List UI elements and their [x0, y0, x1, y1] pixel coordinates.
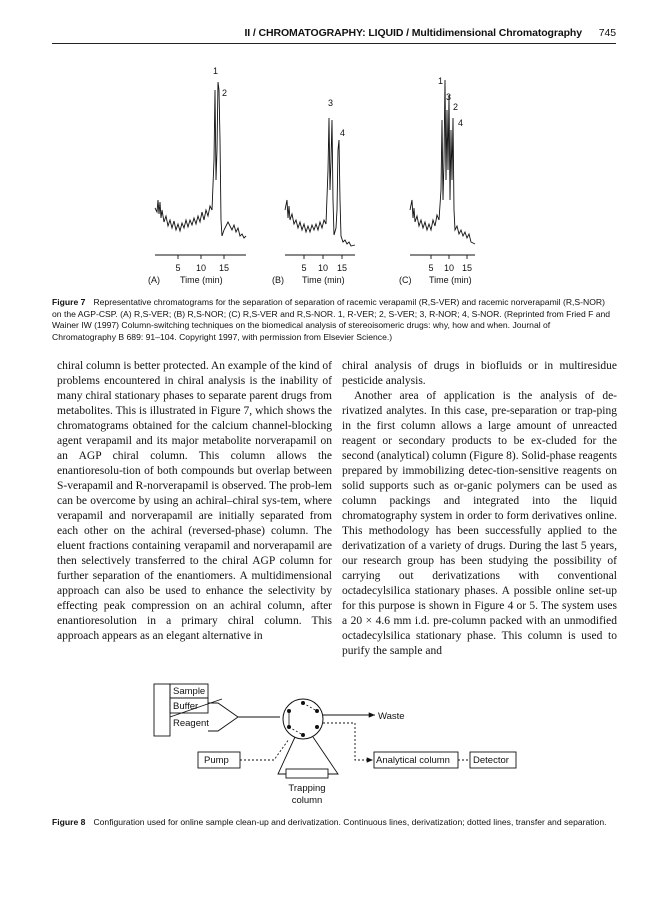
peak-label-c-1: 1	[438, 76, 444, 86]
tick-label-a-10: 10	[195, 263, 207, 273]
figure-8-caption	[52, 817, 614, 829]
trap-outlet-line	[313, 737, 338, 774]
right-column-paragraph-2: Another area of application is the analysis of de-rivatized analytes. In this case, pre-separation or trap-ping in the first column allows a large amount of unreacted reagent or secondary products to be ex-cluded for the second (analytical) column (Figure 8). Solid-phase reagents prepared by immobilizing detec-tion-sensitive reagents on solid supports such as or-ganic polymers can be used as column packings and integrated into the liquid chromatography system in order to form derivatives online. This methodology has been successfully applied to the derivatization of a variety of drugs. During the last 5 years, our research group has been studying the possibility of carrying out derivatizations with conventional octadecylsilica stationary phases. A possible online set-up for this purpose is shown in Figure 4 or 5. The system uses a 20 × 4.6 mm i.d. pre-column packed with an unmodified octadecylsilica stationary phase. This column is used to purify the sample and	[342, 390, 617, 657]
reagent-line	[208, 703, 238, 731]
tick-label-b-15: 15	[336, 263, 348, 273]
figure-7-caption-text: Representative chromatograms for the separation of separation of racemic verapamil (R,S-VER) and racemic norverapamil (R,S-NOR) on the AGP-CSP. (A) R,S-VER; (B) R,S-NOR; (C) R,S-VER and R,S-NOR. 1, R-VER; 2, S-VER; 3, R-NOR; 4, S-NOR. (Reprinted from Fried F and Wainer IW (1997) Column-switching techniques on the biomedical analysis of stereoisomeric drugs: why, how and when. Journal of Chromatography B 689: 91–104. Copyright 1997, with permission from Elsevier Science.)	[52, 297, 611, 342]
right-column	[342, 359, 617, 659]
tick-label-c-10: 10	[443, 263, 455, 273]
chromatogram-trace-c	[410, 80, 475, 244]
axis-title-c: Time (min)	[429, 275, 472, 285]
figure-8-label: Figure 8	[52, 817, 86, 827]
waste-label: Waste	[378, 711, 405, 722]
running-title: II / CHROMATOGRAPHY: LIQUID / Multidimensional Chromatography	[244, 27, 582, 39]
peak-label-a-1: 1	[213, 66, 219, 76]
header-rule	[52, 43, 616, 44]
chromatogram-trace-a	[155, 82, 246, 238]
tick-label-c-15: 15	[461, 263, 473, 273]
peak-label-c-4: 4	[458, 118, 464, 128]
peak-label-c-3: 3	[446, 92, 452, 102]
pump-label: Pump	[204, 755, 229, 766]
column-feed-line	[323, 723, 373, 760]
figure-8-diagram	[150, 679, 520, 809]
axis-title-b: Time (min)	[302, 275, 345, 285]
trapping-column-label-2: column	[291, 795, 323, 806]
panel-label-a: (A)	[148, 275, 160, 285]
axis-title-a: Time (min)	[180, 275, 223, 285]
figure-8-caption-text: Configuration used for online sample clean-up and derivatization. Continuous lines, derivatization; dotted lines, transfer and separation.	[93, 817, 607, 827]
peak-label-a-2: 2	[222, 88, 228, 98]
left-column-paragraph: chiral column is better protected. An example of the kind of problems encountered in chiral analysis is the inability of many chiral stationary phases to separate parent drugs from metabolites. This is illustrated in Figure 7, which shows the chromatograms obtained for the calcium channel-blocking agent verapamil and its major metabolite norverapamil on an AGP chiral column. This column allows the enantioresolu-tion of both compounds but overlap between S-verapamil and R-norverapamil is observed. The prob-lem can be overcome by using an achiral–chiral sys-tem, where verapamil and norverapamil are initially separated from each other on the achiral (reversed-phase) column. The eluent fractions containing verapamil and norverapamil are then selectively transferred to the chiral AGP column for further separation of the enantiomers. A multidimensional approach can also be used to enhance the selectivity by effecting peak compression on an achiral column, after enantioresolution in a primary chiral column. This approach appears as an elegant alternative in	[57, 360, 332, 642]
running-header	[52, 27, 616, 39]
page-number: 745	[598, 27, 616, 39]
figure-7-label: Figure 7	[52, 297, 86, 307]
panel-label-c: (C)	[399, 275, 412, 285]
buffer-label: Buffer	[173, 701, 199, 712]
figure-7-chromatograms	[140, 60, 520, 285]
analytical-column-label: Analytical column	[376, 755, 450, 766]
trapping-column-box	[286, 769, 328, 778]
tick-label-a-15: 15	[218, 263, 230, 273]
panel-a	[148, 66, 246, 285]
pump-line	[240, 739, 289, 760]
sample-label: Sample	[173, 686, 206, 697]
valve-port	[315, 725, 319, 729]
panel-b	[272, 98, 355, 285]
panel-c	[399, 76, 475, 285]
reagent-label: Reagent	[173, 718, 209, 729]
tick-label-b-5: 5	[301, 263, 307, 273]
reservoir-frame	[154, 684, 170, 736]
detector-label: Detector	[473, 755, 509, 766]
left-column	[57, 359, 332, 644]
peak-label-b-4: 4	[340, 128, 346, 138]
panel-label-b: (B)	[272, 275, 284, 285]
tick-label-b-10: 10	[317, 263, 329, 273]
right-column-paragraph-1: chiral analysis of drugs in biofluids or in multiresidue pesticide analysis.	[342, 360, 617, 387]
trapping-column-label-1: Trapping	[288, 783, 326, 794]
peak-label-c-2: 2	[453, 102, 459, 112]
trap-inlet-line	[278, 737, 295, 774]
tick-label-a-5: 5	[175, 263, 181, 273]
peak-label-b-3: 3	[328, 98, 334, 108]
figure-7-caption	[52, 297, 614, 343]
tick-label-c-5: 5	[428, 263, 434, 273]
